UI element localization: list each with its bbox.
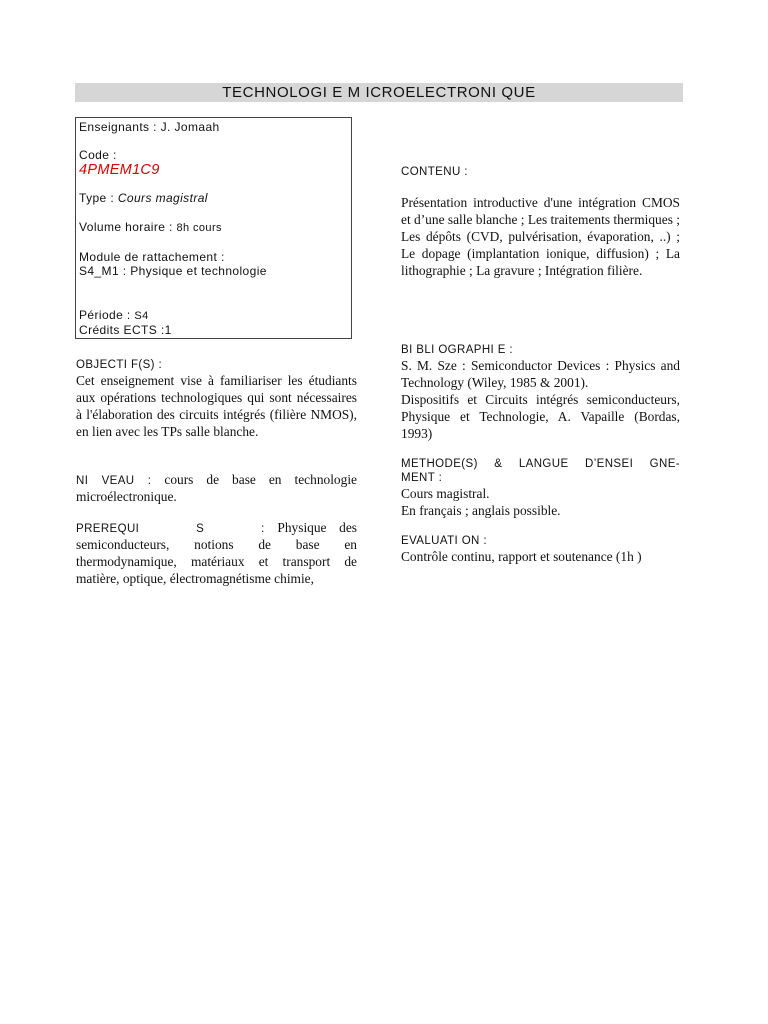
evaluation-text: Contrôle continu, rapport et soutenance (1h ) xyxy=(401,549,642,564)
evaluation-heading: EVALUATI ON : xyxy=(401,535,487,547)
enseignants-label: Enseignants : xyxy=(79,120,157,134)
credits-ects: Crédits ECTS :1 xyxy=(79,323,172,337)
niveau-paragraph xyxy=(76,471,357,505)
methodes-heading-line2: MENT : xyxy=(401,472,443,484)
niveau-text: cours de base en technologie microélectronique. xyxy=(76,472,357,504)
niveau-heading: NI VEAU : xyxy=(76,475,152,487)
course-info-box xyxy=(75,117,352,339)
volume-row xyxy=(79,220,348,235)
bibliographie-heading: BI BLI OGRAPHI E : xyxy=(401,344,514,356)
periode-row xyxy=(79,308,348,323)
type-row xyxy=(79,191,348,205)
bibliographie-text-1: S. M. Sze : Semiconductor Devices : Physics and Technology (Wiley, 1985 & 2001). xyxy=(401,358,680,390)
prerequis-paragraph xyxy=(76,519,357,587)
type-value: Cours magistral xyxy=(117,191,208,205)
module-value: S4_M1 : Physique et technologie xyxy=(79,264,267,278)
module-label: Module de rattachement : xyxy=(79,250,225,264)
periode-value: S4 xyxy=(134,310,149,322)
page-title: TECHNOLOGI E M ICROELECTRONI QUE xyxy=(75,83,683,102)
objectifs-section xyxy=(76,358,357,440)
code-label: Code : xyxy=(79,148,117,162)
methodes-line-2: En français ; anglais possible. xyxy=(401,503,561,518)
enseignants-row xyxy=(79,120,348,134)
methodes-section xyxy=(401,457,680,519)
periode-label: Période : xyxy=(79,308,131,322)
volume-label: Volume horaire : xyxy=(79,220,173,234)
evaluation-section xyxy=(401,534,680,565)
bibliographie-section xyxy=(401,343,680,442)
type-label: Type : xyxy=(79,191,115,205)
contenu-heading: CONTENU : xyxy=(401,166,468,178)
prerequis-section xyxy=(76,519,357,587)
methodes-line-1: Cours magistral. xyxy=(401,486,490,501)
volume-value: 8h cours xyxy=(176,222,222,234)
niveau-section xyxy=(76,471,357,505)
enseignants-value: J. Jomaah xyxy=(160,120,220,134)
objectifs-text: Cet enseignement vise à familiariser les étudiants aux opérations technologiques qui sont nécessaires à l'élaboration des circuits intégrés (filière NMOS), en lien avec les TPs salle blanche. xyxy=(76,373,357,439)
prerequis-heading: PREREQUI S : xyxy=(76,523,265,535)
prerequis-text: Physique des semiconducteurs, notions de base en thermodynamique, matériaux et transport de matière, optique, électromagnétisme chimie, xyxy=(76,520,357,586)
objectifs-heading: OBJECTI F(S) : xyxy=(76,359,163,371)
code-value: 4PMEM1C9 xyxy=(79,162,160,178)
contenu-section xyxy=(401,165,680,279)
bibliographie-text-2: Dispositifs et Circuits intégrés semiconducteurs, Physique et Technologie, A. Vapaille (Bordas, 1993) xyxy=(401,392,680,441)
contenu-text: Présentation introductive d'une intégration CMOS et d’une salle blanche ; Les traitements thermiques ; Les dépôts (CVD, pulvérisation, évaporation, ..) ; Le dopage (implantation ionique, diffusion) ; La lithographie ; La gravure ; Intégration filière. xyxy=(401,195,680,278)
methodes-heading-line1: METHODE(S) & LANGUE D’ENSEI GNE- xyxy=(401,458,680,470)
